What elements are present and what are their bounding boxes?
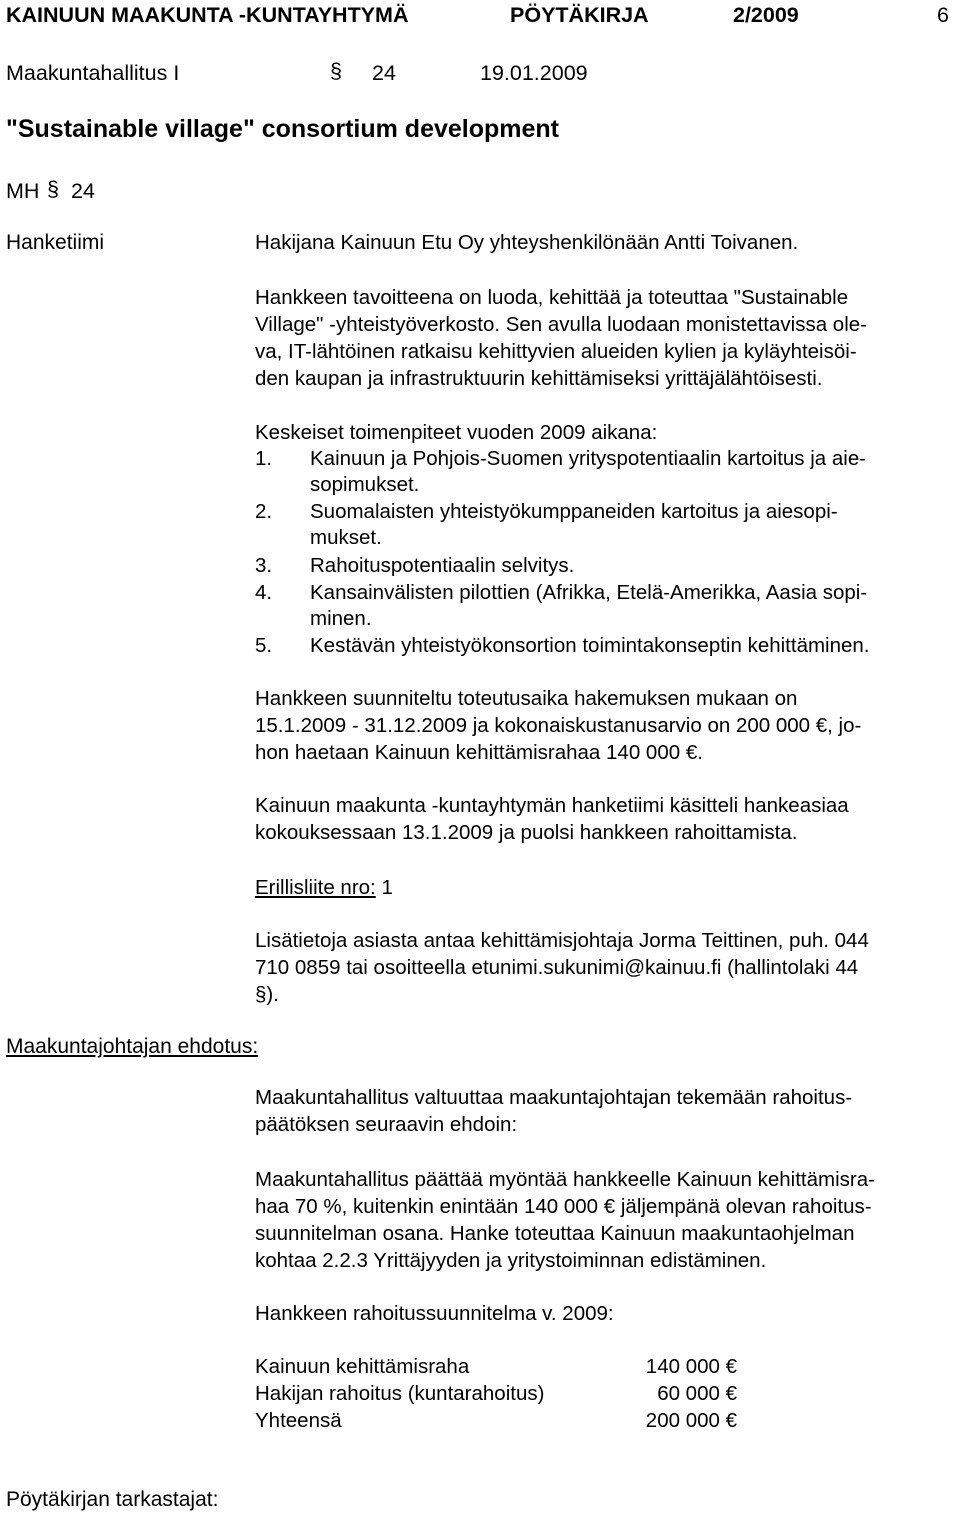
- goal-line: Village" -yhteistyöverkosto. Sen avulla luodaan monistettavissa ole-: [255, 313, 867, 336]
- decision-line: haa 70 %, kuitenkin enintään 140 000 € jäljempänä olevan rahoitus-: [255, 1195, 872, 1218]
- measure-text: Kainuun ja Pohjois-Suomen yrityspotentiaalin kartoitus ja aie-: [310, 447, 867, 470]
- decision-line: suunnitelman osana. Hanke toteuttaa Kainuun maakuntaohjelman: [255, 1222, 855, 1245]
- measure-text: Kansainvälisten pilottien (Afrikka, Etelä-Amerikka, Aasia sopi-: [310, 581, 868, 604]
- measure-number: 5.: [255, 634, 273, 657]
- measure-text: Suomalaisten yhteistyökumppaneiden kartoitus ja aiesopi-: [310, 500, 838, 523]
- plan-title: Hankkeen rahoitussuunnitelma v. 2009:: [255, 1302, 614, 1325]
- info-line: 710 0859 tai osoitteella etunimi.sukunimi@kainuu.fi (hallintolaki 44: [255, 956, 859, 979]
- measure-text: mukset.: [310, 526, 382, 549]
- plan-row-label: Hakijan rahoitus (kuntarahoitus): [255, 1382, 545, 1405]
- plan-row-amount: 140 000 €: [645, 1355, 737, 1378]
- decision-line: kohtaa 2.2.3 Yrittäjyyden ja yritystoiminnan edistäminen.: [255, 1249, 767, 1272]
- label-ehdotus: Maakuntajohtajan ehdotus:: [6, 1035, 259, 1058]
- measure-text: Kestävän yhteistyökonsortion toimintakonseptin kehittäminen.: [310, 634, 870, 657]
- goal-line: den kaupan ja infrastruktuurin kehittämiseksi yrittäjälähtöisesti.: [255, 367, 823, 390]
- attachment-reference: Erillisliite nro: 1: [255, 876, 393, 899]
- board-name: Maakuntahallitus I: [6, 61, 180, 85]
- plan-row-amount: 60 000 €: [657, 1382, 737, 1405]
- goal-line: va, IT-lähtöinen ratkaisu kehittyvien alueiden kylien ja kyläyhteisöi-: [255, 340, 857, 363]
- org-name: KAINUUN MAAKUNTA -KUNTAYHTYMÄ: [6, 3, 409, 27]
- team-line: kokouksessaan 13.1.2009 ja puolsi hankkeen rahoittamista.: [255, 821, 798, 844]
- ref-section-sign: §: [47, 177, 59, 201]
- measure-number: 1.: [255, 447, 273, 470]
- measure-text: Rahoituspotentiaalin selvitys.: [310, 554, 575, 577]
- schedule-line: Hankkeen suunniteltu toteutusaika hakemuksen mukaan on: [255, 687, 798, 710]
- info-line: §).: [255, 983, 279, 1006]
- document-number: 2/2009: [733, 3, 799, 27]
- page-title: "Sustainable village" consortium development: [6, 115, 560, 143]
- applicant-text: Hakijana Kainuun Etu Oy yhteyshenkilönään Antti Toivanen.: [255, 231, 799, 254]
- section-sign: §: [330, 59, 342, 83]
- team-line: Kainuun maakunta -kuntayhtymän hanketiimi käsitteli hankeasiaa: [255, 794, 849, 817]
- label-hanketiimi: Hanketiimi: [6, 231, 105, 254]
- measure-number: 4.: [255, 581, 273, 604]
- proposal-line: Maakuntahallitus valtuuttaa maakuntajohtajan tekemään rahoitus-: [255, 1086, 853, 1109]
- decision-line: Maakuntahallitus päättää myöntää hankkeelle Kainuun kehittämisra-: [255, 1168, 875, 1191]
- document-type: PÖYTÄKIRJA: [510, 3, 649, 27]
- measure-number: 3.: [255, 554, 273, 577]
- schedule-line: 15.1.2009 - 31.12.2009 ja kokonaiskustanusarvio on 200 000 €, jo-: [255, 714, 862, 737]
- proposal-line: päätöksen seuraavin ehdoin:: [255, 1113, 518, 1136]
- measures-title: Keskeiset toimenpiteet vuoden 2009 aikana:: [255, 421, 658, 444]
- info-line: Lisätietoja asiasta antaa kehittämisjohtaja Jorma Teittinen, puh. 044: [255, 929, 869, 952]
- schedule-line: hon haetaan Kainuun kehittämisrahaa 140 000 €.: [255, 741, 703, 764]
- plan-row-label: Kainuun kehittämisraha: [255, 1355, 470, 1378]
- label-tarkastajat: Pöytäkirjan tarkastajat:: [6, 1488, 219, 1511]
- ref-number: 24: [71, 179, 95, 203]
- plan-row-amount: 200 000 €: [645, 1409, 737, 1432]
- ref-prefix: MH: [6, 179, 40, 203]
- measure-text: sopimukset.: [310, 473, 420, 496]
- section-number: 24: [372, 61, 396, 85]
- meeting-date: 19.01.2009: [480, 61, 588, 85]
- measure-text: minen.: [310, 607, 372, 630]
- goal-line: Hankkeen tavoitteena on luoda, kehittää ja toteuttaa "Sustainable: [255, 286, 849, 309]
- attachment-label: Erillisliite nro:: [255, 876, 376, 899]
- measure-number: 2.: [255, 500, 273, 523]
- page-number: 6: [937, 3, 949, 27]
- plan-row-label: Yhteensä: [255, 1409, 342, 1432]
